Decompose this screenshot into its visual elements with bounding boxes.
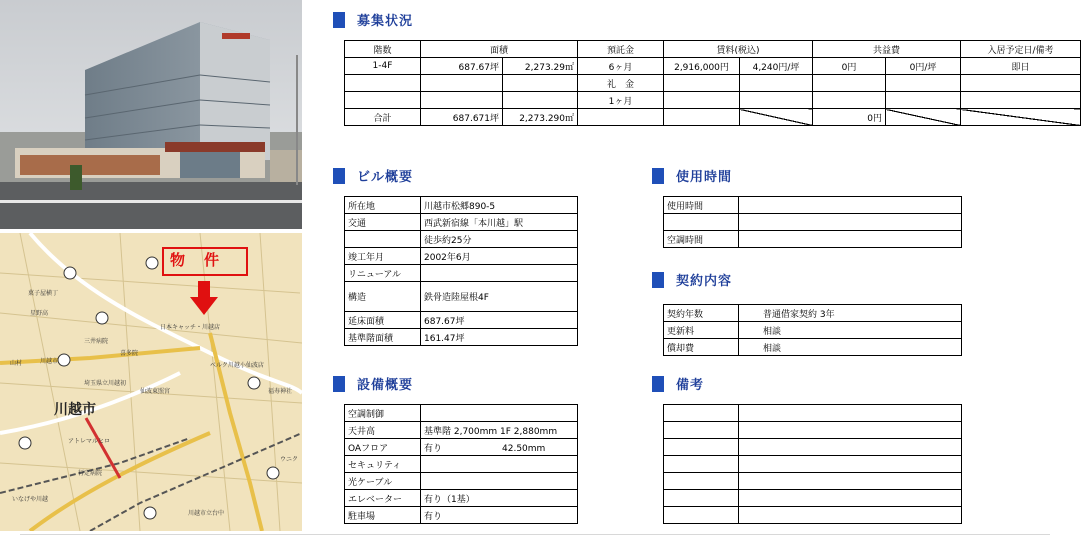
header-area: 面積: [421, 41, 578, 58]
bottom-divider: [20, 534, 1050, 535]
map-city-label: 川越市: [54, 402, 96, 418]
cell-diagonal: [886, 109, 961, 126]
svg-text:日本キャッチ・川越店: 日本キャッチ・川越店: [160, 324, 221, 331]
table-row: 徒歩約25分: [345, 231, 578, 248]
cell-total-area-tsubo: 687.671坪: [421, 109, 503, 126]
blue-square-icon: [333, 376, 345, 392]
table-row: 空調時間: [664, 231, 962, 248]
table-row: [345, 75, 1081, 92]
table-row: [664, 490, 962, 507]
svg-text:川越市立台中: 川越市立台中: [188, 510, 225, 517]
cell-area-tsubo: 687.67坪: [421, 58, 503, 75]
svg-text:山村: 山村: [10, 360, 23, 367]
table-row: [345, 92, 1081, 109]
table-row: [664, 214, 962, 231]
svg-text:ベルク川越小仙波店: ベルク川越小仙波店: [210, 362, 264, 369]
table-row: セキュリティ: [345, 456, 578, 473]
cell-diagonal: [740, 109, 813, 126]
table-total-row: [345, 109, 1081, 126]
table-header-row: [345, 41, 1081, 58]
table-row: 空調制御: [345, 405, 578, 422]
header-common-fee: 共益費: [813, 41, 961, 58]
cell-key-money-label: 礼 金: [578, 75, 664, 92]
contract-heading: 契約内容: [652, 270, 732, 289]
equipment-table: [344, 404, 578, 524]
table-row: [664, 405, 962, 422]
header-move-in: 入居予定日/備考: [961, 41, 1081, 58]
svg-text:埼玉県立川越初: 埼玉県立川越初: [84, 380, 127, 387]
table-row: [664, 456, 962, 473]
recruitment-heading: 募集状況: [333, 10, 413, 29]
svg-text:川越市: 川越市: [40, 358, 59, 365]
header-rent: 賃料(税込): [664, 41, 813, 58]
table-row: 所在地 川越市松郷890-5: [345, 197, 578, 214]
cell-deposit: 6ヶ月: [578, 58, 664, 75]
table-row: [345, 58, 1081, 75]
header-floor: 階数: [345, 41, 421, 58]
svg-text:アトレマルヒロ: アトレマルヒロ: [68, 438, 111, 445]
recruitment-table: [344, 40, 1081, 126]
remarks-heading: 備考: [652, 374, 704, 393]
svg-text:三井病院: 三井病院: [84, 338, 109, 345]
building-heading: ビル概要: [333, 166, 413, 185]
map-property-label: 物 件: [170, 251, 222, 269]
usage-heading: 使用時間: [652, 166, 732, 185]
blue-square-icon: [652, 168, 664, 184]
table-row: エレベーター 有り（1基）: [345, 490, 578, 507]
cell-common-unit: 0円/坪: [886, 58, 961, 75]
svg-text:星野高: 星野高: [30, 310, 49, 317]
table-row: 更新料 相談: [664, 322, 962, 339]
cell-floor: 1-4F: [345, 58, 421, 75]
svg-text:仙波東照宮: 仙波東照宮: [140, 388, 171, 395]
blue-square-icon: [652, 272, 664, 288]
table-row: リニューアル: [345, 265, 578, 282]
svg-text:いなげや川越: いなげや川越: [12, 496, 49, 503]
cell-diagonal: [961, 109, 1081, 126]
building-table: [344, 196, 578, 346]
table-row: OAフロア 有り 42.50mm: [345, 439, 578, 456]
cell-common-total: 0円: [813, 58, 886, 75]
cell-rent-total: 2,916,000円: [664, 58, 740, 75]
svg-text:福寿神社: 福寿神社: [268, 388, 293, 395]
contract-table: [663, 304, 962, 356]
cell-total-common: 0円: [813, 109, 886, 126]
building-photo: [0, 0, 302, 229]
table-row: 償却費 相談: [664, 339, 962, 356]
equipment-heading: 設備概要: [333, 374, 413, 393]
blue-square-icon: [333, 168, 345, 184]
svg-text:行定病院: 行定病院: [78, 470, 103, 477]
blue-square-icon: [652, 376, 664, 392]
table-row: 駐車場 有り: [345, 507, 578, 524]
table-row: 竣工年月 2002年6月: [345, 248, 578, 265]
location-map: [0, 233, 302, 531]
cell-rent-unit: 4,240円/坪: [740, 58, 813, 75]
cell-key-money-value: 1ヶ月: [578, 92, 664, 109]
table-row: 使用時間: [664, 197, 962, 214]
svg-text:菓子屋横丁: 菓子屋横丁: [28, 290, 59, 297]
table-row: 光ケーブル: [345, 473, 578, 490]
table-row: [664, 473, 962, 490]
table-row: 基準階面積 161.47坪: [345, 329, 578, 346]
header-deposit: 預託金: [578, 41, 664, 58]
table-row: [664, 439, 962, 456]
blue-square-icon: [333, 12, 345, 28]
table-row: 天井高 基準階 2,700mm 1F 2,880mm: [345, 422, 578, 439]
table-row: 交通 西武新宿線「本川越」駅: [345, 214, 578, 231]
cell-area-sqm: 2,273.29㎡: [503, 58, 578, 75]
cell-move-in: 即日: [961, 58, 1081, 75]
table-row: [664, 507, 962, 524]
remarks-table: [663, 404, 962, 524]
cell-total-area-sqm: 2,273.290㎡: [503, 109, 578, 126]
table-row: 延床面積 687.67坪: [345, 312, 578, 329]
table-row: [664, 422, 962, 439]
table-row: 構造 鉄骨造陸屋根4F: [345, 282, 578, 312]
svg-text:喜多院: 喜多院: [120, 350, 139, 357]
usage-table: [663, 196, 962, 248]
cell-total-label: 合計: [345, 109, 421, 126]
svg-text:ウニク: ウニク: [280, 456, 299, 463]
table-row: 契約年数 普通借家契約 3年: [664, 305, 962, 322]
